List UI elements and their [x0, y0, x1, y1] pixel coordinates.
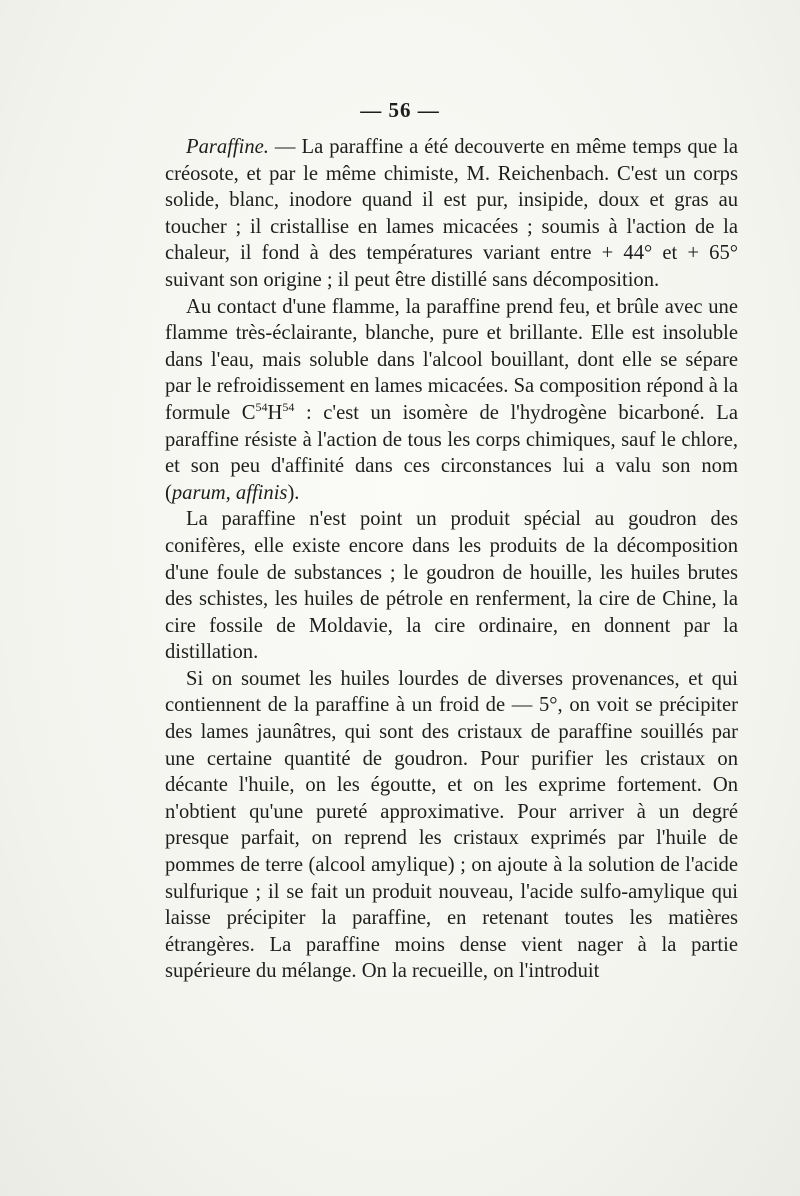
paragraph-lead-term: Paraffine. [186, 136, 269, 158]
paragraph-paraffine [165, 134, 738, 294]
paragraph-text: : c'est un isomère de l'hydrogène bicarboné. La paraffine résiste à l'action de tous les corps chimiques, sauf le chlore, et son peu d'affinité dans ces circonstances lui a valu son nom ( [165, 401, 738, 504]
body-text [165, 134, 738, 985]
paragraph-text: Si on soumet les huiles lourdes de diverses provenances, et qui contiennent de la paraffine à un froid de — 5°, on voit se précipiter des lames jaunâtres, qui sont des cristaux de paraffine souillés par une certaine quantité de goudron. Pour purifier les cristaux on décante l'huile, on les égoutte, et on les exprime fortement. On n'obtient qu'une pureté approximative. Pour arriver à un degré presque parfait, on reprend les cristaux exprimés par l'huile de pommes de terre (alcool amylique) ; on ajoute à la solution de l'acide sulfurique ; il se fait un produit nouveau, l'acide sulfo-amylique qui laisse précipiter la paraffine, en retenant toutes les matières étrangères. La paraffine moins dense vient nager à la partie supérieure du mélange. On la recueille, on l'introduit [165, 667, 738, 983]
paragraph-flamme [165, 294, 738, 507]
formula-element: H [267, 401, 283, 424]
paragraph-text: ). [287, 481, 300, 504]
formula-subscript: 54 [255, 400, 268, 415]
page-number: — 56 — [360, 98, 440, 122]
paragraph-sources [165, 506, 738, 666]
etymology: parum, affinis [171, 481, 288, 504]
formula-subscript: 54 [282, 400, 295, 415]
paragraph-text: La paraffine n'est point un produit spécial au goudron des conifères, elle existe encore dans les produits de la décomposition d'une foule de substances ; le goudron de houille, les huiles brutes des schistes, les huiles de pétrole en renferment, la cire de Chine, la cire fossile de Moldavie, la cire ordinaire, en donnent par la distillation. [165, 508, 738, 664]
paragraph-text: Au contact d'une flamme, la paraffine prend feu, et brûle avec une flamme très-éclairante, blanche, pure et brillante. Elle est insoluble dans l'eau, mais soluble dans l'alcool bouillant, dont elle se sépare par le refroidissement en lames micacées. Sa composition répond à la formule C [165, 295, 738, 424]
paragraph-purification [165, 666, 738, 985]
paragraph-text: — La paraffine a été decouverte en même temps que la créosote, et par le même chimiste, M. Reichenbach. C'est un corps solide, blanc, inodore quand il est pur, insipide, doux et gras au toucher ; il cristallise en lames micacées ; soumis à l'action de la chaleur, il fond à des températures variant entre + 44° et + 65° suivant son origine ; il peut être distillé sans décomposition. [165, 136, 738, 291]
